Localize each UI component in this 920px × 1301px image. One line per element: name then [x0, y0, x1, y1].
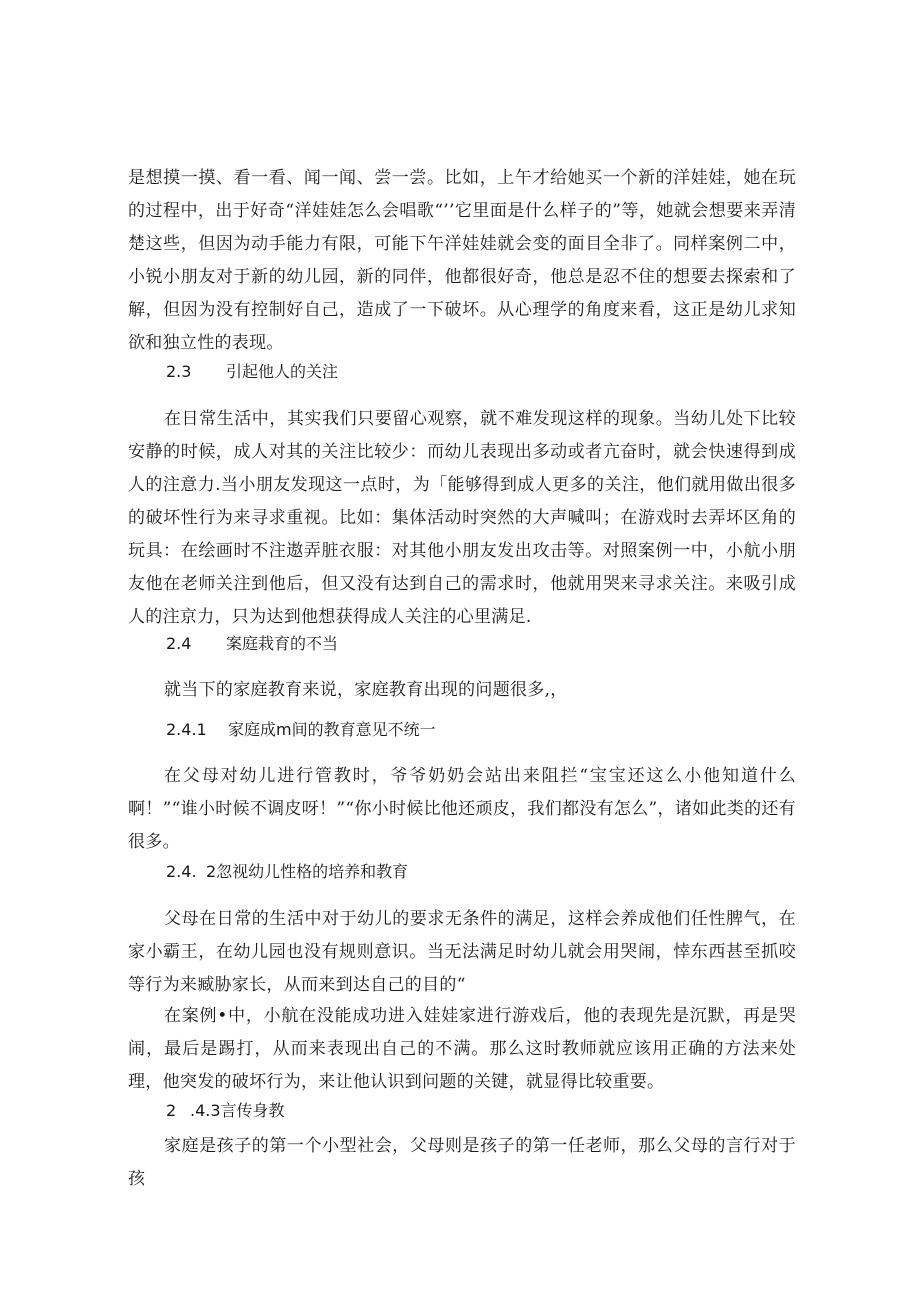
paragraph-role-model: 家庭是孩子的第一个小型社会，父母则是孩子的第一任老师，那么父母的言行对于孩: [128, 1136, 796, 1189]
heading-2-4-3: [166, 1099, 285, 1123]
heading-text: 案庭栽育的不当: [226, 634, 339, 653]
paragraph-family-education: 就当下的家庭教育来说，家庭教育出现的问题很多,，: [164, 680, 568, 700]
heading-text: 2忽视幼儿性格的培养和教育: [206, 862, 409, 881]
paragraph-inconsistent-opinions: 在父母对幼儿进行管教时，爷爷奶奶会站出来阻拦“宝宝还这么小他知道什么啊！”“谁小时候不调皮呀！”“你小时候比他还顽皮，我们都没有怎么”，诸如此类的还有很多。: [128, 766, 796, 852]
heading-text: 引起他人的关注: [226, 362, 339, 381]
heading-2-4: [166, 632, 338, 656]
heading-number: 2.3: [166, 362, 192, 381]
paragraph-personality: 父母在日常的生活中对于幼儿的要求无条件的满足，这样会养成他们任性脾气，在家小霸王，在幼儿园也没有规则意识。当无法满足时幼儿就会用哭闹，悻东西甚至抓咬等行为来臧胁家长，从而来到达自己的目的“: [128, 909, 796, 995]
heading-number: 2.4.1: [166, 720, 207, 739]
heading-2-4-2: [166, 860, 408, 884]
heading-number: 2.4.: [166, 862, 197, 881]
heading-number: 2: [166, 1101, 177, 1120]
heading-text: 家庭成m间的教育意见不统一: [228, 720, 436, 739]
heading-2-4-1: [166, 718, 436, 742]
heading-2-3: [166, 360, 338, 384]
heading-number: 2.4: [166, 634, 192, 653]
paragraph-case-one: 在案例•中，小航在没能成功进入娃娃家进行游戏后，他的表现先是沉默，再是哭闹，最后是踢打，从而来表现出自己的不满。那么这时教师就应该用正确的方法来处理，他突发的破坏行为，来让他认识到问题的关键，就显得比较重要。: [128, 1006, 796, 1092]
paragraph-curiosity: 是想摸一摸、看一看、闻一闻、尝一尝。比如，上午才给她买一个新的洋娃娃，她在玩的过程中，出于好奇“洋娃娃怎么会唱歌“’’它里面是什么样子的”等，她就会想要来弄清楚这些，但因为动手能力有限，可能下午洋娃娃就会变的面目全非了。同样案例二中，小锐小朋友对于新的幼儿园，新的同伴，他都很好奇，他总是忍不住的想要去探索和了解，但因为没有控制好自己，造成了一下破坏。从心理学的角度来看，这正是幼儿求知欲和独立性的表现。: [128, 168, 796, 353]
heading-text: .4.3言传身教: [190, 1101, 285, 1120]
paragraph-attention: 在日常生活中，其实我们只要留心观察，就不难发现这样的现象。当幼儿处下比较安静的时候，成人对其的关注比较少：而幼儿表现出多动或者亢奋时，就会快速得到成人的注意力.当小朋友发现这一点时，为「能够得到成人更多的关注，他们就用做出很多的破坏性行为来寻求重视。比如：集体活动时突然的大声喊叫；在游戏时去弄坏区角的玩具：在绘画时不注遨弄脏衣服：对其他小朋友发出攻击等。对照案例一中，小航小朋友他在老师关注到他后，但又没有达到自己的需求时，他就用哭来寻求关注。来吸引成人的注京力，只为达到他想获得成人关注的心里满足.: [128, 409, 796, 627]
